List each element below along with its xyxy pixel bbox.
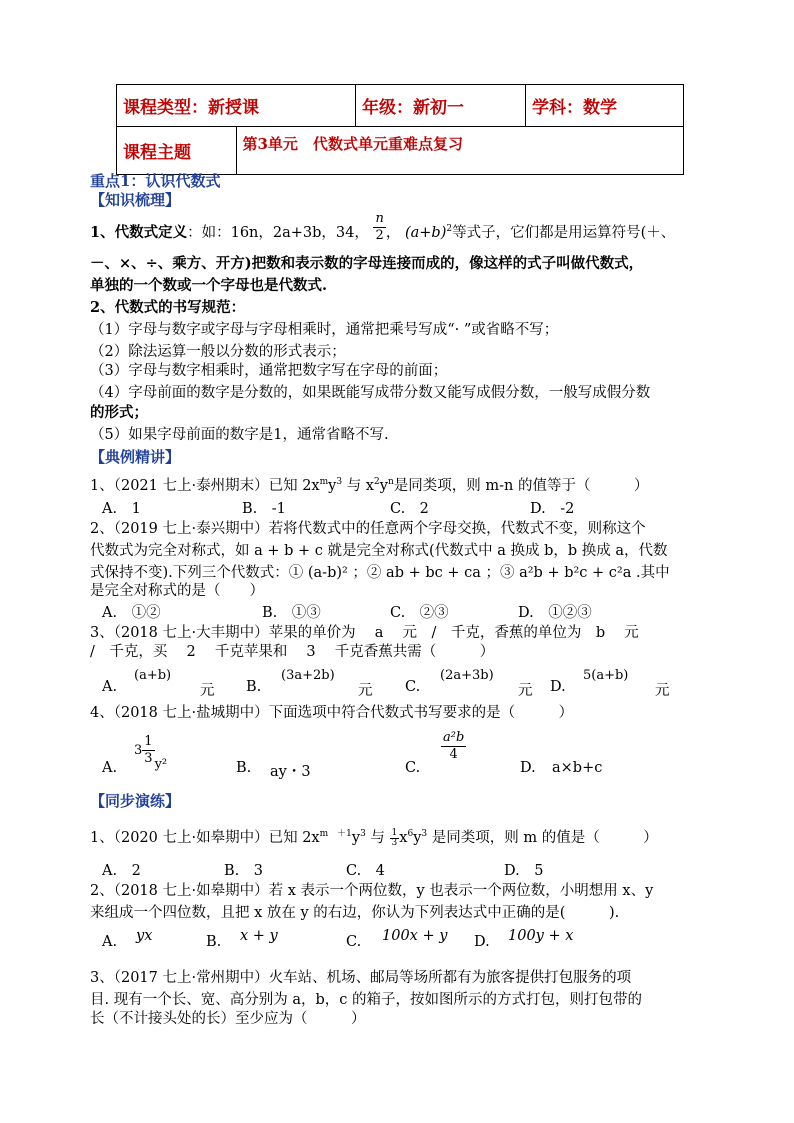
example-q4: 4、（2018 七上·盐城期中）下面选项中符合代数式书写要求的是（ ） — [90, 705, 574, 721]
q3-option-c-label[interactable]: C. — [405, 679, 421, 695]
p2-option-c-expr: 100x + y — [382, 928, 448, 944]
q2-option-a[interactable]: A. ①② — [102, 605, 161, 621]
definition-line-3: 单独的一个数或一个字母也是代数式. — [90, 277, 328, 294]
topic-label: 课程主题 — [123, 143, 191, 163]
topic-label-cell — [117, 127, 237, 175]
q3-option-a-label[interactable]: A. — [102, 679, 118, 695]
q2-option-c[interactable]: C. ②③ — [390, 605, 449, 621]
example-q3-line-2: / 千克，买 2 千克苹果和 3 千克香蕉共需（ ） — [90, 644, 495, 660]
q1-option-a[interactable]: A. 1 — [102, 501, 141, 517]
q4-option-c-label[interactable]: C. — [405, 760, 421, 776]
p1-option-b[interactable]: B. 3 — [224, 863, 263, 879]
p2-option-d-expr: 100y + x — [508, 928, 574, 944]
q4-option-a-label[interactable]: A. — [102, 760, 118, 776]
q3-option-c-unit: 元 — [518, 683, 533, 699]
p1-option-c[interactable]: C. 4 — [346, 863, 385, 879]
definition-line-2: －、×、÷、乘方、开方)把数和表示数的字母连接而成的，像这样的式子叫做代数式， — [90, 255, 644, 272]
subject-cell — [526, 85, 684, 127]
p2-option-c-label[interactable]: C. — [346, 934, 362, 950]
practice-q2-line-2: 来组成一个四位数，且把 x 放在 y 的右边，你认为下列表达式中正确的是( ). — [90, 905, 620, 921]
examples-tag: 【典例精讲】 — [90, 448, 181, 466]
q4-option-a-expr: 3 $\frac{1}{3}$ y² — [134, 734, 168, 772]
q4-option-b-expr: ay・3 — [270, 764, 311, 780]
rule-3: （3）字母与数字相乘时，通常把数字写在字母的前面； — [90, 363, 448, 379]
practice-tag: 【同步演练】 — [90, 792, 181, 810]
topic-value: 第3单元 代数式单元重难点复习 — [242, 135, 463, 153]
rule-4a: （4）字母前面的数字是分数的，如果既能写成带分数又能写成假分数，一般写成假分数 — [90, 385, 651, 401]
q3-option-d-label[interactable]: D. — [550, 679, 566, 695]
course-type: 课程类型：新授课 — [123, 98, 259, 118]
practice-q3-line-1: 3、（2017 七上·常州期中）火车站、机场、邮局等场所都有为旅客提供打包服务的项 — [90, 970, 632, 986]
practice-q1: 1、（2020 七上·如皋期中）已知 $2x^{m +1}y^3$ 与 $\frac{1}{3}$ $x^6y^3$ 是同类项，则 m 的值是（ ） — [90, 827, 658, 848]
q2-option-b[interactable]: B. ①③ — [262, 605, 321, 621]
q3-option-b-expr: (3a+2b) — [281, 668, 335, 683]
p2-option-a-expr: yx — [136, 928, 153, 944]
p2-option-d-label[interactable]: D. — [474, 934, 490, 950]
q3-option-a-unit: 元 — [200, 683, 215, 699]
p1-option-a[interactable]: A. 2 — [102, 863, 141, 879]
rules-title: 2、代数式的书写规范： — [90, 299, 246, 316]
q3-option-b-label[interactable]: B. — [246, 679, 262, 695]
example-q2-line-4: 是完全对称式的是（ ） — [90, 583, 264, 599]
q4-option-d-label[interactable]: D. — [520, 760, 536, 776]
q1-option-b[interactable]: B. -1 — [242, 501, 286, 517]
q1-option-d[interactable]: D. -2 — [530, 501, 575, 517]
rule-1: （1）字母与数字或字母与字母相乘时，通常把乘号写成“· ”或省略不写； — [90, 322, 559, 338]
course-type-cell — [117, 85, 356, 127]
topic-value-cell — [236, 127, 684, 175]
example-q2-line-2: 代数式为完全对称式，如 a + b + c 就是完全对称式(代数式中 a 换成 b，b 换成 a，代数 — [90, 543, 668, 559]
example-q1: 1、（2021 七上·泰州期末）已知 $2x^my^3$ 与 $x^2y^n$是同类项，则 m-n 的值等于（ ） — [90, 477, 649, 494]
practice-q3-line-3: 长（不计接头处的长）至少应为（ ） — [90, 1011, 366, 1027]
rule-4b: 的形式； — [90, 404, 148, 421]
grade: 年级：新初一 — [362, 98, 464, 118]
q3-option-b-unit: 元 — [358, 683, 373, 699]
definition-title: 代数式定义 — [114, 224, 188, 241]
q3-option-d-expr: 5(a+b) — [583, 668, 629, 683]
rule-2: （2）除法运算一般以分数的形式表示； — [90, 344, 346, 360]
example-q3-line-1: 3、（2018 七上·大丰期中）苹果的单价为 a 元 / 千克，香蕉的单位为 b 元 — [90, 625, 639, 641]
grade-cell — [356, 85, 526, 127]
q2-option-d[interactable]: D. ①②③ — [518, 605, 592, 621]
q4-option-d-expr: a×b+c — [552, 760, 603, 776]
q1-option-c[interactable]: C. 2 — [390, 501, 429, 517]
rule-5: （5）如果字母前面的数字是1，通常省略不写. — [90, 427, 389, 443]
example-q2-line-3: 式保持不变).下列三个代数式：① (a-b)² ；② ab + bc + ca ；③ a²b + b²c + c²a .其中 — [90, 565, 670, 581]
practice-q2-line-1: 2、（2018 七上·如皋期中）若 x 表示一个两位数，y 也表示一个两位数，小明想用 x、y — [90, 883, 654, 899]
section-title: 重点1：认识代数式 — [90, 172, 221, 190]
p1-option-d[interactable]: D. 5 — [504, 863, 544, 879]
knowledge-tag: 【知识梳理】 — [90, 191, 181, 209]
q3-option-d-unit: 元 — [655, 683, 670, 699]
q3-option-c-expr: (2a+3b) — [440, 668, 494, 683]
example-q2-line-1: 2、（2019 七上·泰兴期中）若将代数式中的任意两个字母交换，代数式不变，则称这个 — [90, 521, 646, 537]
p2-option-a-label[interactable]: A. — [102, 934, 118, 950]
q3-option-a-expr: (a+b) — [134, 668, 172, 683]
subject: 学科：数学 — [532, 98, 617, 118]
q4-option-b-label[interactable]: B. — [236, 760, 252, 776]
q4-option-c-expr: $\frac{\text{a²b}}{4}$ — [443, 730, 465, 762]
p2-option-b-expr: x + y — [240, 928, 278, 944]
fraction-n-over-2: $\frac{n}{2}$ — [375, 210, 384, 243]
p2-option-b-label[interactable]: B. — [206, 934, 222, 950]
course-info-table — [116, 84, 684, 175]
practice-q3-line-2: 目. 现有一个长、宽、高分别为 a，b，c 的箱子，按如图所示的方式打包，则打包带的 — [90, 992, 642, 1008]
definition-line-1: 1、代数式定义：如：16n，2a+3b，34， $\frac{n}{2}$ ， $(a+b)^2$等式子，它们都是用运算符号(＋、 — [90, 210, 676, 243]
